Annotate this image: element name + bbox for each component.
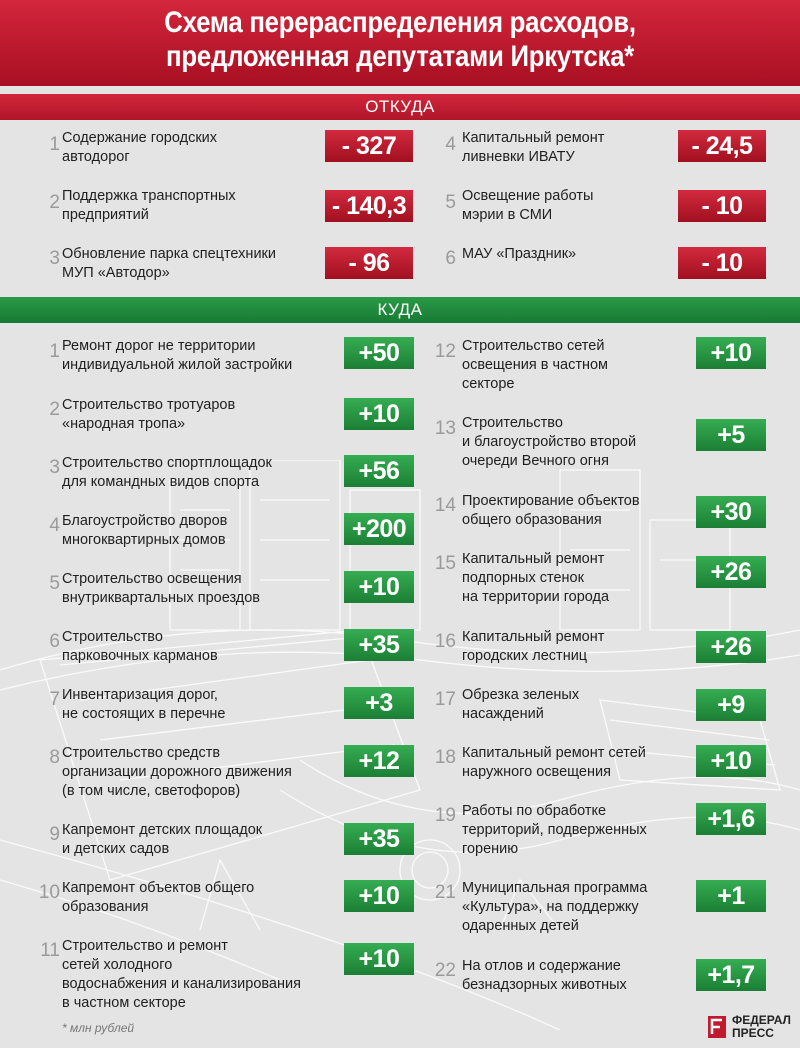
to-item-value-badge: +10 bbox=[344, 571, 414, 603]
to-item-text: Строительство средств организации дорожного движения (в том числе, светофоров) bbox=[62, 745, 292, 799]
to-item-value-badge: +10 bbox=[696, 337, 766, 369]
logo-mark-icon bbox=[706, 1014, 728, 1040]
to-item-number: 9 bbox=[49, 824, 60, 845]
to-item-value-badge: +1,7 bbox=[696, 959, 766, 991]
to-item-value-badge: +10 bbox=[344, 943, 414, 975]
to-item-number: 17 bbox=[434, 689, 456, 710]
to-item-value-badge: +3 bbox=[344, 687, 414, 719]
from-item-value-badge: - 96 bbox=[325, 247, 413, 279]
to-item-value-badge: +56 bbox=[344, 455, 414, 487]
to-item-number: 10 bbox=[38, 882, 60, 903]
to-item-number: 1 bbox=[49, 341, 60, 362]
from-section-bar: ОТКУДА bbox=[0, 94, 800, 120]
to-item-value-badge: +1,6 bbox=[696, 803, 766, 835]
to-item-number: 5 bbox=[49, 573, 60, 594]
to-section-bar: КУДА bbox=[0, 297, 800, 323]
to-item-value-badge: +30 bbox=[696, 496, 766, 528]
from-item-value-badge: - 140,3 bbox=[325, 190, 413, 222]
to-item-text: Проектирование объектов общего образования bbox=[462, 493, 640, 528]
to-item-number: 13 bbox=[434, 418, 456, 439]
to-item-number: 6 bbox=[49, 631, 60, 652]
to-item-value-badge: +5 bbox=[696, 419, 766, 451]
from-item-text: Поддержка транспортных предприятий bbox=[62, 188, 236, 223]
to-item-value-badge: +10 bbox=[344, 880, 414, 912]
footnote: * млн рублей bbox=[62, 1021, 135, 1035]
from-item-number: 2 bbox=[49, 192, 60, 213]
to-item-number: 7 bbox=[49, 689, 60, 710]
from-item-number: 6 bbox=[445, 248, 456, 269]
to-item-value-badge: +50 bbox=[344, 337, 414, 369]
from-item-number: 5 bbox=[445, 192, 456, 213]
to-item-number: 19 bbox=[434, 805, 456, 826]
to-item-value-badge: +12 bbox=[344, 745, 414, 777]
from-item-text: Освещение работы мэрии в СМИ bbox=[462, 188, 594, 223]
from-item-text: Капитальный ремонт ливневки ИВАТУ bbox=[462, 130, 605, 165]
from-item-number: 3 bbox=[49, 248, 60, 269]
from-item-value-badge: - 24,5 bbox=[678, 130, 766, 162]
to-item-text: Строительство освещения внутриквартальных проездов bbox=[62, 571, 261, 606]
to-item-text: Капитальный ремонт городских лестниц bbox=[462, 629, 605, 664]
to-item-number: 15 bbox=[434, 553, 456, 574]
logo-line-1: ФЕДЕРАЛ bbox=[732, 1013, 791, 1027]
title-line-1: Схема перераспределения расходов, bbox=[164, 6, 636, 39]
to-item-text: Капитальный ремонт сетей наружного освещения bbox=[462, 745, 646, 780]
to-item-text: Инвентаризация дорог, не состоящих в перечне bbox=[62, 687, 226, 722]
to-item-number: 12 bbox=[434, 341, 456, 362]
to-item-text: Строительство спортплощадок для командных видов спорта bbox=[62, 455, 272, 490]
to-item-text: Капитальный ремонт подпорных стенок на территории города bbox=[462, 551, 610, 605]
from-item-text: МАУ «Праздник» bbox=[462, 246, 577, 262]
to-item-number: 3 bbox=[49, 457, 60, 478]
to-item-value-badge: +35 bbox=[344, 823, 414, 855]
to-item-text: Обрезка зеленых насаждений bbox=[462, 687, 580, 722]
to-item-number: 16 bbox=[434, 631, 456, 652]
to-item-text: Строительство и ремонт сетей холодного водоснабжения и канализирования в частном секторе bbox=[62, 938, 301, 1011]
from-item-value-badge: - 10 bbox=[678, 190, 766, 222]
to-item-value-badge: +200 bbox=[344, 513, 414, 545]
to-item-text: Работы по обработке территорий, подверженных горению bbox=[462, 803, 647, 857]
to-item-number: 22 bbox=[434, 960, 456, 981]
to-item-number: 18 bbox=[434, 747, 456, 768]
to-item-number: 2 bbox=[49, 399, 60, 420]
to-item-value-badge: +9 bbox=[696, 689, 766, 721]
from-item-value-badge: - 10 bbox=[678, 247, 766, 279]
to-item-text: Строительство и благоустройство второй очереди Вечного огня bbox=[462, 415, 637, 469]
from-item-number: 4 bbox=[445, 134, 456, 155]
to-item-text: Ремонт дорог не территории индивидуальной жилой застройки bbox=[62, 338, 293, 373]
to-item-text: Строительство парковочных карманов bbox=[62, 629, 218, 664]
to-item-value-badge: +10 bbox=[696, 745, 766, 777]
to-item-number: 21 bbox=[434, 882, 456, 903]
title-line-2: предложенная депутатами Иркутска* bbox=[166, 40, 634, 73]
to-item-text: Капремонт объектов общего образования bbox=[62, 880, 255, 915]
from-item-text: Обновление парка спецтехники МУП «Автодор» bbox=[62, 246, 276, 281]
to-item-text: На отлов и содержание безнадзорных животных bbox=[462, 958, 627, 993]
to-item-number: 14 bbox=[434, 495, 456, 516]
to-item-number: 11 bbox=[40, 940, 60, 961]
to-item-value-badge: +35 bbox=[344, 629, 414, 661]
to-item-value-badge: +1 bbox=[696, 880, 766, 912]
logo-text bbox=[732, 1014, 791, 1040]
to-item-text: Строительство сетей освещения в частном секторе bbox=[462, 338, 609, 392]
to-item-text: Благоустройство дворов многоквартирных домов bbox=[62, 513, 228, 548]
to-item-number: 8 bbox=[49, 747, 60, 768]
to-item-text: Муниципальная программа «Культура», на поддержку одаренных детей bbox=[462, 880, 648, 934]
from-item-text: Содержание городских автодорог bbox=[62, 130, 218, 165]
to-item-value-badge: +10 bbox=[344, 398, 414, 430]
from-item-value-badge: - 327 bbox=[325, 130, 413, 162]
from-item-number: 1 bbox=[49, 134, 60, 155]
to-item-value-badge: +26 bbox=[696, 556, 766, 588]
to-item-text: Капремонт детских площадок и детских садов bbox=[62, 822, 263, 857]
page-header bbox=[0, 0, 800, 86]
federal-press-logo bbox=[706, 1012, 791, 1042]
to-item-text: Строительство тротуаров «народная тропа» bbox=[62, 397, 236, 432]
to-item-number: 4 bbox=[49, 515, 60, 536]
logo-line-2: ПРЕСС bbox=[732, 1026, 774, 1040]
to-item-value-badge: +26 bbox=[696, 631, 766, 663]
